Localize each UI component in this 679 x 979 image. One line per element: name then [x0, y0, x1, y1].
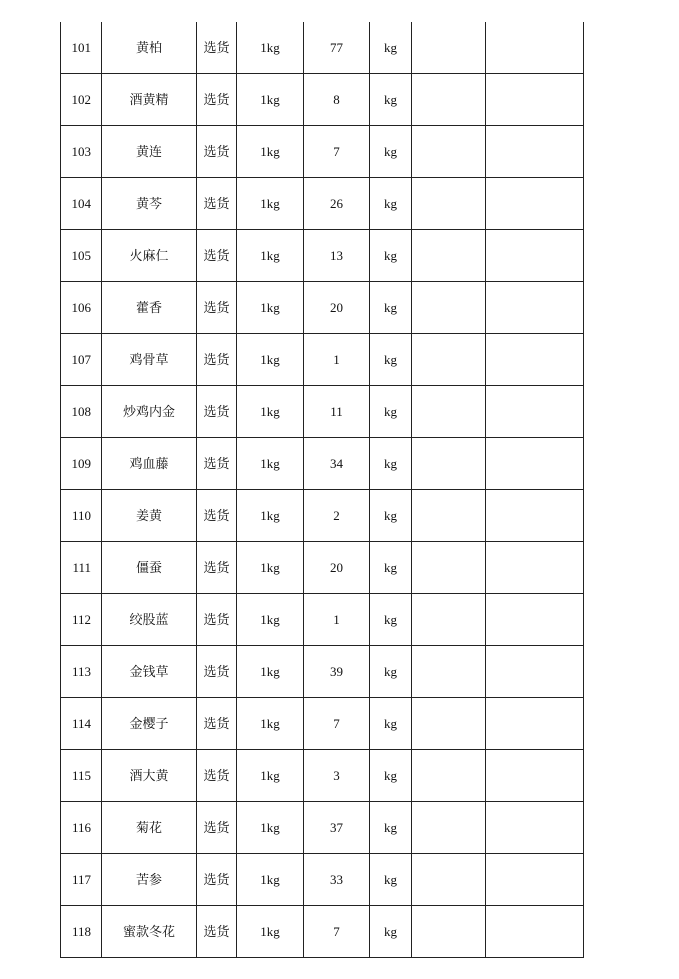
blank-cell-7 — [412, 490, 486, 542]
table-row — [61, 750, 584, 802]
grade-cell: 选货 — [197, 178, 237, 230]
herb-name-cell: 鸡血藤 — [102, 438, 197, 490]
blank-cell-8 — [486, 22, 584, 74]
row-number-cell: 106 — [61, 282, 102, 334]
blank-cell-8 — [486, 282, 584, 334]
spec-cell: 1kg — [237, 438, 304, 490]
quantity-cell: 7 — [304, 906, 370, 958]
quantity-cell: 33 — [304, 854, 370, 906]
spec-cell: 1kg — [237, 334, 304, 386]
blank-cell-7 — [412, 22, 486, 74]
herb-name-cell: 姜黄 — [102, 490, 197, 542]
quantity-cell: 7 — [304, 698, 370, 750]
unit-cell: kg — [370, 698, 412, 750]
blank-cell-7 — [412, 438, 486, 490]
spec-cell: 1kg — [237, 802, 304, 854]
herb-name-cell: 黄柏 — [102, 22, 197, 74]
row-number-cell: 102 — [61, 74, 102, 126]
herb-name-cell: 金钱草 — [102, 646, 197, 698]
herb-name-cell: 鸡骨草 — [102, 334, 197, 386]
blank-cell-8 — [486, 854, 584, 906]
quantity-cell: 13 — [304, 230, 370, 282]
blank-cell-7 — [412, 906, 486, 958]
blank-cell-7 — [412, 594, 486, 646]
quantity-cell: 37 — [304, 802, 370, 854]
table-row — [61, 230, 584, 282]
spec-cell: 1kg — [237, 282, 304, 334]
herb-name-cell: 蜜款冬花 — [102, 906, 197, 958]
unit-cell: kg — [370, 906, 412, 958]
blank-cell-8 — [486, 698, 584, 750]
grade-cell: 选货 — [197, 282, 237, 334]
table-row — [61, 282, 584, 334]
blank-cell-8 — [486, 230, 584, 282]
herb-inventory-table — [60, 22, 584, 958]
row-number-cell: 113 — [61, 646, 102, 698]
table-row — [61, 854, 584, 906]
unit-cell: kg — [370, 282, 412, 334]
spec-cell: 1kg — [237, 230, 304, 282]
table-row — [61, 334, 584, 386]
blank-cell-8 — [486, 386, 584, 438]
spec-cell: 1kg — [237, 490, 304, 542]
table-row — [61, 126, 584, 178]
unit-cell: kg — [370, 646, 412, 698]
grade-cell: 选货 — [197, 542, 237, 594]
unit-cell: kg — [370, 594, 412, 646]
quantity-cell: 7 — [304, 126, 370, 178]
unit-cell: kg — [370, 230, 412, 282]
blank-cell-7 — [412, 126, 486, 178]
row-number-cell: 101 — [61, 22, 102, 74]
table-body — [61, 22, 584, 958]
table-row — [61, 490, 584, 542]
spec-cell: 1kg — [237, 906, 304, 958]
unit-cell: kg — [370, 854, 412, 906]
spec-cell: 1kg — [237, 542, 304, 594]
herb-name-cell: 金樱子 — [102, 698, 197, 750]
herb-name-cell: 火麻仁 — [102, 230, 197, 282]
spec-cell: 1kg — [237, 698, 304, 750]
spec-cell: 1kg — [237, 74, 304, 126]
grade-cell: 选货 — [197, 594, 237, 646]
table-row — [61, 178, 584, 230]
grade-cell: 选货 — [197, 230, 237, 282]
quantity-cell: 26 — [304, 178, 370, 230]
row-number-cell: 116 — [61, 802, 102, 854]
grade-cell: 选货 — [197, 126, 237, 178]
herb-name-cell: 僵蚕 — [102, 542, 197, 594]
unit-cell: kg — [370, 74, 412, 126]
blank-cell-8 — [486, 438, 584, 490]
blank-cell-8 — [486, 646, 584, 698]
table-row — [61, 22, 584, 74]
herb-name-cell: 酒大黄 — [102, 750, 197, 802]
blank-cell-7 — [412, 334, 486, 386]
herb-name-cell: 菊花 — [102, 802, 197, 854]
unit-cell: kg — [370, 490, 412, 542]
grade-cell: 选货 — [197, 906, 237, 958]
quantity-cell: 11 — [304, 386, 370, 438]
herb-name-cell: 黄芩 — [102, 178, 197, 230]
grade-cell: 选货 — [197, 646, 237, 698]
blank-cell-8 — [486, 490, 584, 542]
herb-name-cell: 绞股蓝 — [102, 594, 197, 646]
quantity-cell: 34 — [304, 438, 370, 490]
spec-cell: 1kg — [237, 386, 304, 438]
row-number-cell: 118 — [61, 906, 102, 958]
row-number-cell: 104 — [61, 178, 102, 230]
blank-cell-8 — [486, 802, 584, 854]
blank-cell-7 — [412, 282, 486, 334]
row-number-cell: 109 — [61, 438, 102, 490]
row-number-cell: 108 — [61, 386, 102, 438]
blank-cell-7 — [412, 854, 486, 906]
blank-cell-8 — [486, 750, 584, 802]
blank-cell-7 — [412, 698, 486, 750]
herb-name-cell: 黄连 — [102, 126, 197, 178]
grade-cell: 选货 — [197, 698, 237, 750]
row-number-cell: 114 — [61, 698, 102, 750]
spec-cell: 1kg — [237, 646, 304, 698]
grade-cell: 选货 — [197, 386, 237, 438]
unit-cell: kg — [370, 334, 412, 386]
blank-cell-7 — [412, 646, 486, 698]
spec-cell: 1kg — [237, 178, 304, 230]
blank-cell-8 — [486, 906, 584, 958]
table-row — [61, 438, 584, 490]
row-number-cell: 105 — [61, 230, 102, 282]
blank-cell-8 — [486, 74, 584, 126]
spec-cell: 1kg — [237, 594, 304, 646]
blank-cell-7 — [412, 542, 486, 594]
herb-name-cell: 藿香 — [102, 282, 197, 334]
table-row — [61, 698, 584, 750]
herb-name-cell: 苦参 — [102, 854, 197, 906]
row-number-cell: 103 — [61, 126, 102, 178]
spec-cell: 1kg — [237, 22, 304, 74]
blank-cell-8 — [486, 126, 584, 178]
unit-cell: kg — [370, 126, 412, 178]
blank-cell-8 — [486, 542, 584, 594]
grade-cell: 选货 — [197, 438, 237, 490]
row-number-cell: 117 — [61, 854, 102, 906]
unit-cell: kg — [370, 178, 412, 230]
quantity-cell: 1 — [304, 594, 370, 646]
unit-cell: kg — [370, 542, 412, 594]
grade-cell: 选货 — [197, 22, 237, 74]
quantity-cell: 2 — [304, 490, 370, 542]
blank-cell-7 — [412, 386, 486, 438]
table-row — [61, 594, 584, 646]
quantity-cell: 20 — [304, 542, 370, 594]
unit-cell: kg — [370, 386, 412, 438]
spec-cell: 1kg — [237, 126, 304, 178]
grade-cell: 选货 — [197, 802, 237, 854]
row-number-cell: 115 — [61, 750, 102, 802]
unit-cell: kg — [370, 22, 412, 74]
unit-cell: kg — [370, 802, 412, 854]
quantity-cell: 1 — [304, 334, 370, 386]
blank-cell-7 — [412, 750, 486, 802]
blank-cell-7 — [412, 74, 486, 126]
row-number-cell: 111 — [61, 542, 102, 594]
unit-cell: kg — [370, 438, 412, 490]
blank-cell-7 — [412, 178, 486, 230]
grade-cell: 选货 — [197, 750, 237, 802]
table-row — [61, 386, 584, 438]
spec-cell: 1kg — [237, 854, 304, 906]
quantity-cell: 8 — [304, 74, 370, 126]
blank-cell-8 — [486, 334, 584, 386]
blank-cell-7 — [412, 230, 486, 282]
herb-name-cell: 炒鸡内金 — [102, 386, 197, 438]
blank-cell-7 — [412, 802, 486, 854]
grade-cell: 选货 — [197, 334, 237, 386]
quantity-cell: 77 — [304, 22, 370, 74]
table-row — [61, 74, 584, 126]
quantity-cell: 3 — [304, 750, 370, 802]
blank-cell-8 — [486, 178, 584, 230]
quantity-cell: 39 — [304, 646, 370, 698]
table-row — [61, 906, 584, 958]
grade-cell: 选货 — [197, 854, 237, 906]
row-number-cell: 112 — [61, 594, 102, 646]
row-number-cell: 107 — [61, 334, 102, 386]
quantity-cell: 20 — [304, 282, 370, 334]
grade-cell: 选货 — [197, 490, 237, 542]
herb-inventory-sheet — [60, 22, 583, 958]
herb-name-cell: 酒黄精 — [102, 74, 197, 126]
row-number-cell: 110 — [61, 490, 102, 542]
table-row — [61, 646, 584, 698]
grade-cell: 选货 — [197, 74, 237, 126]
table-row — [61, 542, 584, 594]
unit-cell: kg — [370, 750, 412, 802]
spec-cell: 1kg — [237, 750, 304, 802]
table-row — [61, 802, 584, 854]
blank-cell-8 — [486, 594, 584, 646]
